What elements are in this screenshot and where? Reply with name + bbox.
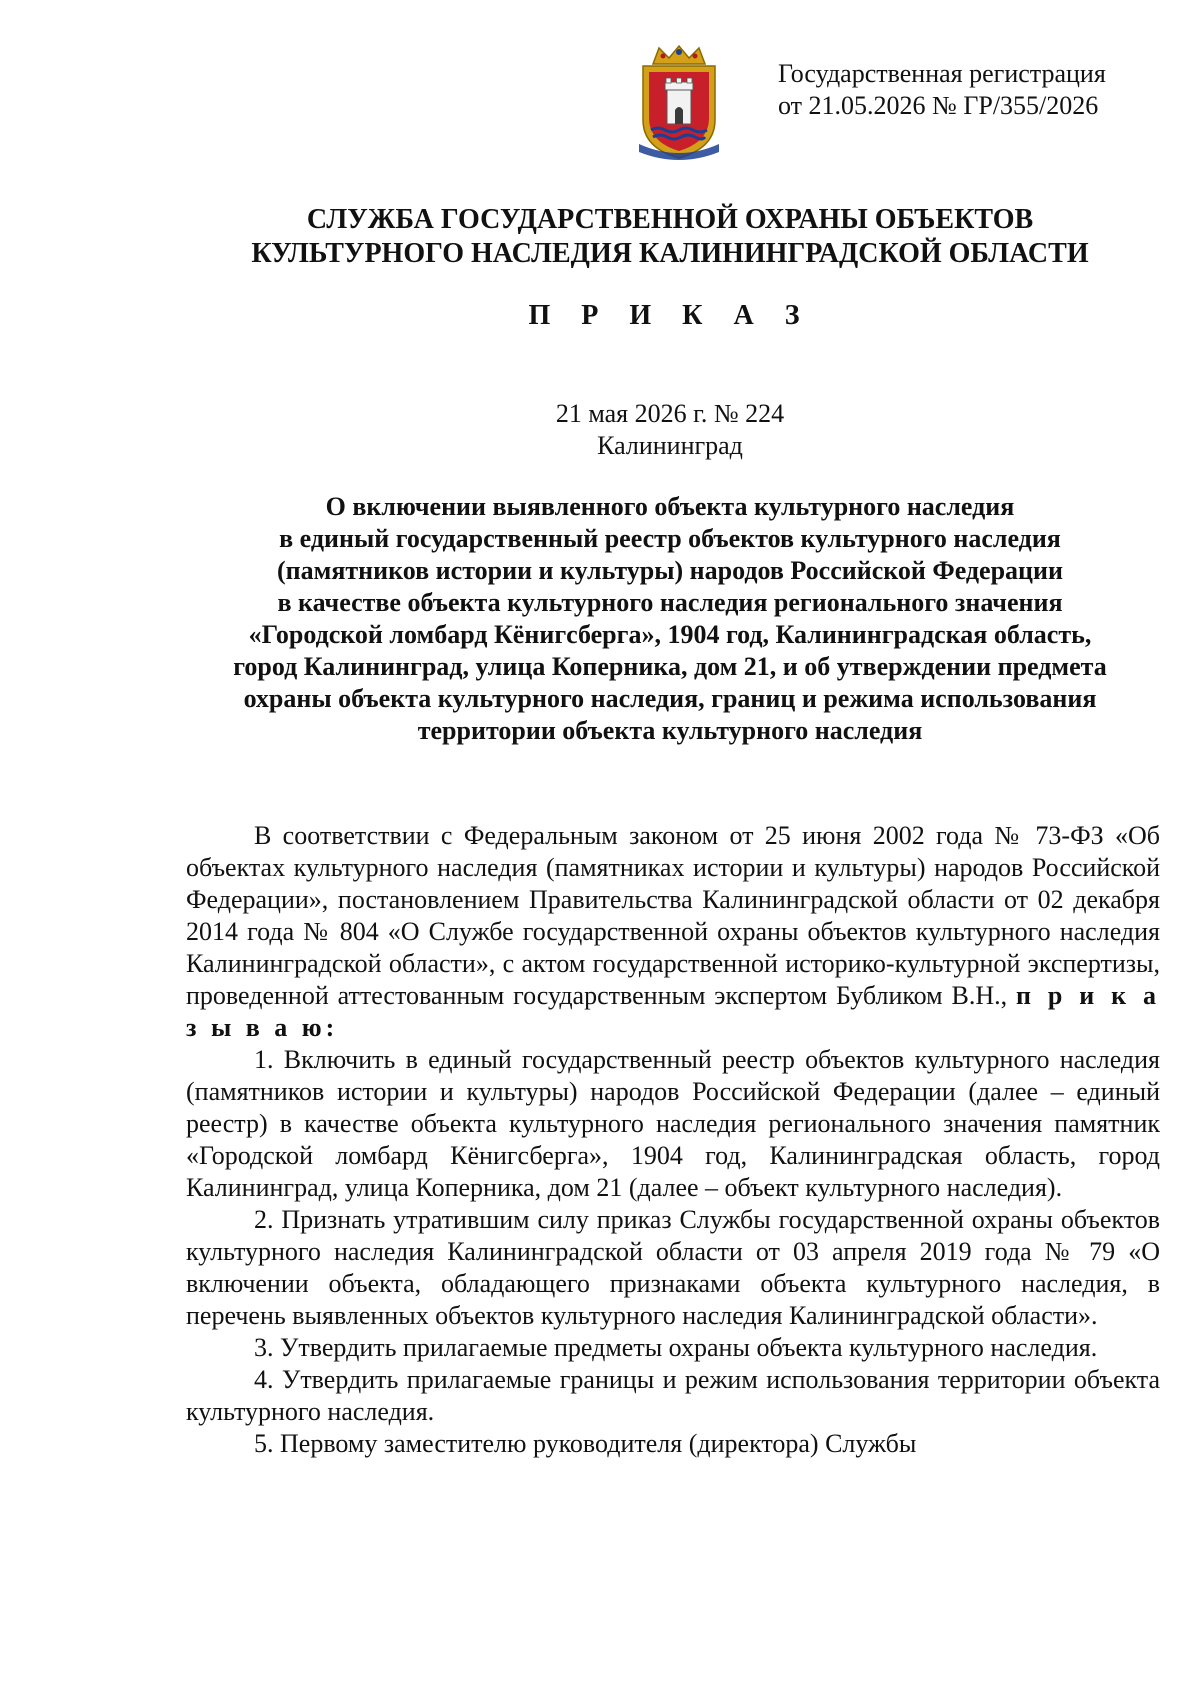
document-city: Калининград [597, 431, 743, 460]
document-type-heading: П Р И К А З [528, 300, 812, 331]
kaliningrad-coat-of-arms-icon [633, 44, 725, 160]
subject-line: в качестве объекта культурного наследия регионального значения [277, 588, 1063, 617]
registration-line-2: от 21.05.2026 № ГР/355/2026 [778, 91, 1099, 120]
order-item: 2. Признать утратившим силу приказ Службы государственной охраны объектов культурного наследия Калининградской области от 03 апреля 2019 года № 79 «О включении объекта, обладающего признаками объекта культурного наследия, в перечень выявленных объектов культурного наследия Калининградской области». [186, 1205, 1160, 1330]
organization-name-line-1: СЛУЖБА ГОСУДАРСТВЕННОЙ ОХРАНЫ ОБЪЕКТОВ [306, 204, 1034, 235]
registration-line-1: Государственная регистрация [778, 59, 1106, 88]
order-word: п р и к а з ы в а ю: [186, 981, 1160, 1042]
subject-line: «Городской ломбард Кёнигсберга», 1904 год, Калининградская область, [248, 620, 1092, 649]
document-subject [150, 491, 1190, 747]
preamble-text: В соответствии с Федеральным законом от 25 июня 2002 года № 73-ФЗ «Об объектах культурного наследия (памятниках истории и культуры) народов Российской Федерации», постановлением Правительства Калининградской области от 02 декабря 2014 года № 804 «О Службе государственной охраны объектов культурного наследия Калининградской области», с актом государственной историко-культурной экспертизы, проведенной аттестованным государственным экспертом Бубликом В.Н., [186, 821, 1160, 1010]
subject-line: территории объекта культурного наследия [417, 716, 923, 745]
subject-line: О включении выявленного объекта культурного наследия [325, 492, 1015, 521]
subject-line: город Калининград, улица Коперника, дом 21, и об утверждении предмета [233, 652, 1107, 681]
organization-name-line-2: КУЛЬТУРНОГО НАСЛЕДИЯ КАЛИНИНГРАДСКОЙ ОБЛАСТИ [251, 238, 1089, 269]
order-item: 3. Утвердить прилагаемые предметы охраны объекта культурного наследия. [254, 1333, 1098, 1362]
organization-name [150, 203, 1190, 271]
document-date-block [150, 398, 1190, 462]
preamble-paragraph [186, 820, 1160, 1044]
registration-stamp [778, 58, 1188, 122]
subject-line: (памятников истории и культуры) народов Российской Федерации [277, 556, 1063, 585]
document-date-number: 21 мая 2026 г. № 224 [555, 399, 785, 428]
order-item: 4. Утвердить прилагаемые границы и режим использования территории объекта культурного наследия. [186, 1365, 1160, 1426]
document-body [186, 820, 1160, 1460]
order-item: 1. Включить в единый государственный реестр объектов культурного наследия (памятников истории и культуры) народов Российской Федерации (далее – единый реестр) в качестве объекта культурного наследия регионального значения памятник «Городской ломбард Кёнигсберга», 1904 год, Калининградская область, город Калининград, улица Коперника, дом 21 (далее – объект культурного наследия). [186, 1045, 1160, 1202]
subject-line: в единый государственный реестр объектов культурного наследия [279, 524, 1061, 553]
subject-line: охраны объекта культурного наследия, границ и режима использования [243, 684, 1097, 713]
order-item: 5. Первому заместителю руководителя (директора) Службы [254, 1429, 917, 1458]
